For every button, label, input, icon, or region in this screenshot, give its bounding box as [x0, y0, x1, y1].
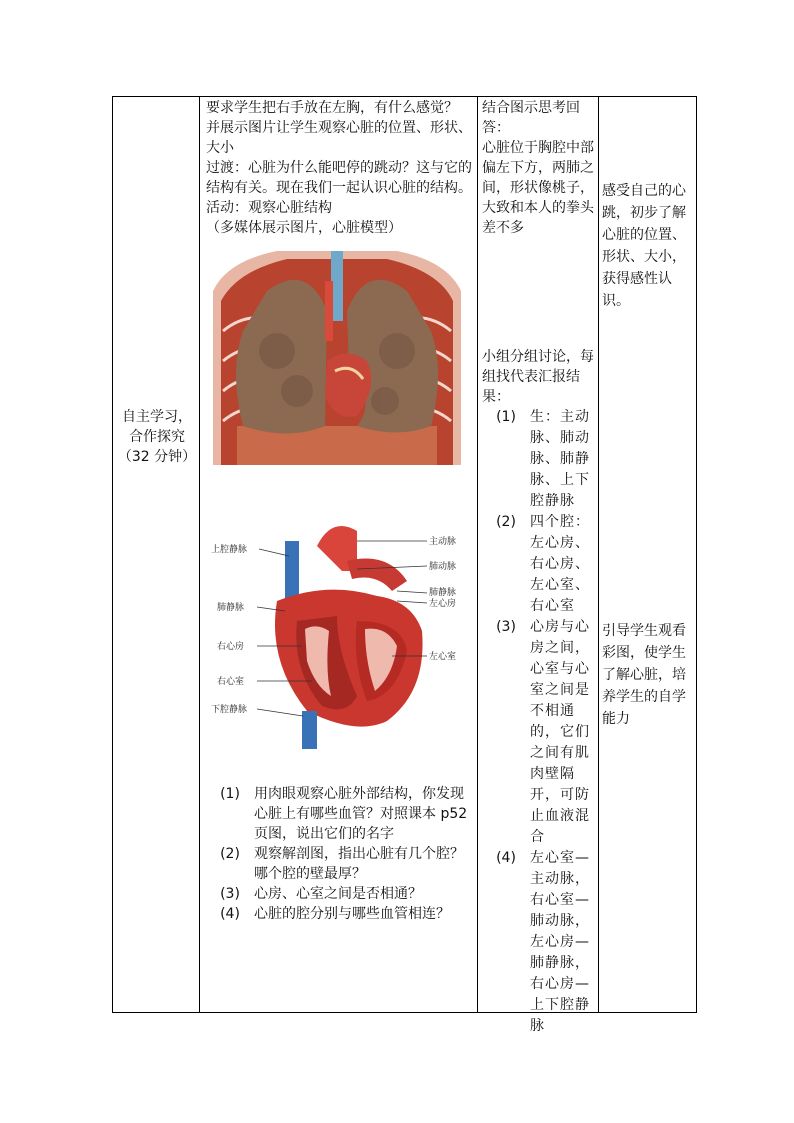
teacher-line: 过渡：心脏为什么能吧停的跳动？这与它的 [206, 160, 472, 176]
question-item [206, 904, 474, 924]
teacher-questions [206, 784, 474, 924]
question-item [206, 884, 474, 904]
answer-number: (4) [496, 850, 516, 866]
question-text: 用肉眼观察心脏外部结构，你发现心脏上有哪些血管？对照课本 p52 页图，说出它们的名字 [254, 786, 468, 842]
answer-number: (1) [496, 409, 516, 425]
heart-anatomy-diagram [207, 511, 475, 749]
answer-text: 左心室—主动脉，右心室—肺动脉，左心房—肺静脉，右心房—上下腔静脉 [530, 850, 590, 1034]
col-border [477, 96, 478, 1013]
label-upper-vena-cava: 上腔静脉 [211, 545, 248, 555]
label-pulmonary-vein-right: 肺静脉 [429, 588, 457, 598]
answer-item [482, 848, 595, 1037]
intent-first: 感受自己的心跳，初步了解心脏的位置、形状、大小，获得感性认识。 [602, 183, 686, 309]
student-cell [482, 98, 595, 238]
stage-line: （32 分钟） [117, 449, 197, 465]
label-left-ventricle: 左心室 [429, 652, 457, 662]
intent-second: 引导学生观看彩图，使学生了解心脏，培养学生的自学能力 [602, 623, 686, 727]
answer-item [482, 617, 595, 848]
answer-number: (2) [496, 514, 516, 530]
question-number: (1) [220, 786, 240, 802]
teacher-line: （多媒体展示图片，心脏模型） [206, 220, 402, 236]
question-number: (3) [220, 886, 240, 902]
thorax-lungs-illustration [207, 251, 465, 465]
question-number: (2) [220, 846, 240, 862]
label-lower-vena-cava: 下腔静脉 [211, 705, 248, 715]
question-text: 观察解剖图，指出心脏有几个腔？哪个腔的壁最厚？ [254, 846, 464, 882]
col-border [696, 96, 697, 1013]
question-number: (4) [220, 906, 240, 922]
label-right-atrium: 右心房 [217, 642, 245, 652]
student-intro: 结合图示思考回答： [482, 100, 580, 136]
label-right-ventricle: 右心室 [217, 677, 245, 687]
label-pulmonary-artery: 肺动脉 [429, 562, 457, 572]
question-item [206, 784, 474, 844]
answer-item [482, 407, 595, 512]
stage-line: 合作探究 [129, 429, 185, 445]
col-border [199, 96, 200, 1013]
teacher-line: 要求学生把右手放在左胸，有什么感觉？ [206, 100, 458, 116]
question-text: 心房、心室之间是否相通？ [254, 886, 422, 902]
question-text: 心脏的腔分别与哪些血管相连？ [254, 906, 450, 922]
answer-text: 生：主动脉、肺动脉、肺静脉、上下腔静脉 [530, 409, 590, 509]
student-observation: 心脏位于胸腔中部偏左下方，两肺之间，形状像桃子，大致和本人的拳头差不多 [482, 140, 594, 236]
col-border [112, 96, 113, 1013]
answer-text: 心房与心房之间，心室与心室之间是不相通的，它们之间有肌肉壁隔开，可防止血液混合 [530, 619, 590, 845]
teacher-line: 结构有关。现在我们一起认识心脏的结构。 [206, 180, 472, 196]
answer-number: (3) [496, 619, 516, 635]
stage-line: 自主学习， [122, 409, 192, 425]
lesson-table [112, 96, 697, 1034]
teacher-line: 活动：观察心脏结构 [206, 200, 332, 216]
teacher-cell [206, 98, 474, 238]
answer-text: 四个腔：左心房、右心房、左心室、右心室 [530, 514, 590, 614]
teacher-line: 并展示图片让学生观察心脏的位置、形状、 [206, 120, 472, 136]
student-group-intro: 小组分组讨论，每组找代表汇报结果： [482, 349, 594, 405]
stage-cell [116, 407, 198, 467]
label-pulmonary-vein-left: 肺静脉 [217, 603, 245, 613]
answer-item [482, 512, 595, 617]
label-aorta: 主动脉 [429, 537, 457, 547]
student-group-section [482, 347, 595, 1037]
label-left-atrium: 左心房 [429, 599, 457, 609]
teacher-line: 大小 [206, 140, 234, 156]
col-border [598, 96, 599, 1013]
question-item [206, 844, 474, 884]
